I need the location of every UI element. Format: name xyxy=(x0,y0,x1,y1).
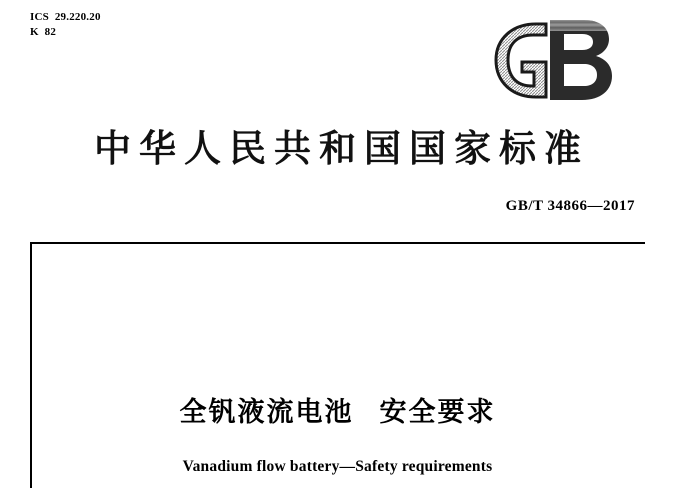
document-title-chinese-part2: 安全要求 xyxy=(379,397,496,427)
ics-code: ICS 29.220.20 xyxy=(30,11,101,23)
gb-emblem-icon xyxy=(472,14,627,106)
ics-code-block xyxy=(30,10,101,40)
national-standard-title: 中华人民共和国国家标准 xyxy=(94,129,589,170)
document-title-chinese xyxy=(0,390,675,429)
left-border-line xyxy=(30,244,32,488)
document-title-chinese-part1: 全钒液流电池 xyxy=(179,397,354,427)
document-title-english: Vanadium flow battery—Safety requirements xyxy=(182,458,493,475)
classification-code: K 82 xyxy=(30,25,57,38)
standard-number: GB/T 34866—2017 xyxy=(505,198,635,214)
header-divider xyxy=(30,242,645,244)
